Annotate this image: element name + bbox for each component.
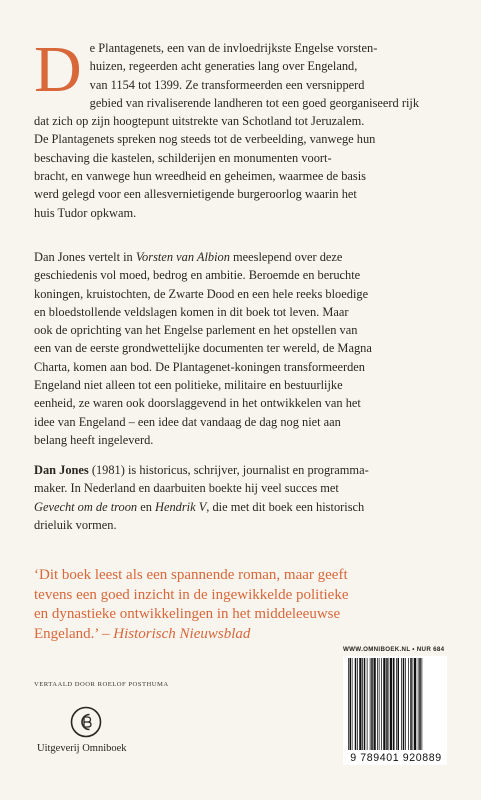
text-run: , die met dit boek een historisch — [206, 499, 365, 514]
bio-line — [34, 461, 444, 479]
intro-paragraph — [34, 33, 439, 222]
text-run: meeslepend over deze — [229, 250, 343, 264]
intro-line: van 1154 tot 1399. Ze transformeerden een versnipperd — [89, 77, 365, 92]
description-line: een van de eerste grondwettelijke documenten ter wereld, de Magna — [34, 341, 372, 356]
bio-line: maker. In Nederland en daarbuiten boekte hij veel succes met — [34, 481, 339, 496]
book-title: Vorsten van Albion — [135, 250, 230, 264]
quote-source: Historisch Nieuwsblad — [113, 625, 251, 642]
book-title: Hendrik V — [155, 499, 207, 514]
quote-line: tevens een goed inzicht in de ingewikkelde politieke — [34, 586, 349, 603]
text-run: (1981) is historicus, schrijver, journalist en programma- — [88, 463, 369, 477]
author-name: Dan Jones — [34, 463, 89, 477]
description-line: eenheid, ze waren ook doorslaggevend in het ontwikkelen van het — [34, 396, 361, 411]
translator-credit: VERTAALD DOOR ROELOF POSTHUMA — [34, 681, 169, 688]
intro-line: e Plantagenets, een van de invloedrijkste Engelse vorsten- — [89, 41, 378, 55]
description-line: ook de oprichting van het Engelse parlement en het opstellen van — [34, 323, 358, 338]
book-title: Gevecht om de troon — [34, 499, 138, 514]
intro-line: huizen, regeerden acht generaties lang over Engeland, — [89, 59, 358, 74]
bio-line — [34, 498, 444, 516]
text-run: Dan Jones vertelt in — [34, 250, 136, 264]
review-quote — [34, 566, 454, 644]
quote-line — [34, 625, 454, 645]
website-nur-line: WWW.OMNIBOEK.NL • NUR 684 — [343, 646, 445, 653]
drop-cap: D — [34, 33, 82, 106]
intro-line: huis Tudor opkwam. — [34, 205, 137, 220]
description-line: Engeland niet alleen tot een politieke, militaire en bestuurlijke — [34, 378, 343, 393]
isbn-barcode — [347, 658, 445, 750]
quote-line: en dynastieke ontwikkelingen in het middeleeuwse — [34, 606, 341, 623]
text-run: en — [137, 499, 155, 514]
intro-line: gebied van rivaliserende landheren tot een goed georganiseerd rijk — [89, 95, 420, 110]
description-line: belang heeft ingeleverd. — [34, 432, 154, 447]
description-line: koningen, kruistochten, de Zwarte Dood en een hele reeks bloedige — [34, 286, 369, 301]
intro-line: dat zich op zijn hoogtepunt uitstrekte van Schotland tot Jeruzalem. — [34, 114, 365, 129]
description-line: Charta, komen aan bod. De Plantagenet-koningen transformeerden — [34, 359, 365, 374]
text-run: Engeland.’ – — [34, 625, 114, 642]
description-line: geschiedenis vol moed, bedrog en ambitie. Beroemde en beruchte — [34, 268, 361, 283]
intro-line: bracht, en vanwege hun wreedheid en geheimen, waarmee de basis — [34, 169, 366, 184]
quote-line: ‘Dit boek leest als een spannende roman, maar geeft — [34, 567, 348, 583]
intro-line: werd gelegd voor een allesvernietigende burgeroorlog waarin het — [34, 187, 357, 202]
publisher-logo-icon — [70, 706, 102, 738]
description-line: en bloedstollende veldslagen komen in dit boek tot leven. Maar — [34, 304, 349, 319]
intro-line: beschaving die kastelen, schilderijen en monumenten voort- — [34, 150, 332, 165]
author-bio — [34, 461, 444, 534]
isbn-number: 9 789401 920889 — [350, 752, 442, 764]
intro-line: De Plantagenets spreken nog steeds tot de verbeelding, vanwege hun — [34, 132, 376, 147]
bio-line: drieluik vormen. — [34, 517, 117, 532]
description-paragraph — [34, 248, 444, 449]
description-line: idee van Engeland – een idee dat vandaag de dag nog niet aan — [34, 414, 341, 429]
description-line — [34, 248, 444, 266]
publisher-name: Uitgeverij Omniboek — [37, 743, 127, 754]
